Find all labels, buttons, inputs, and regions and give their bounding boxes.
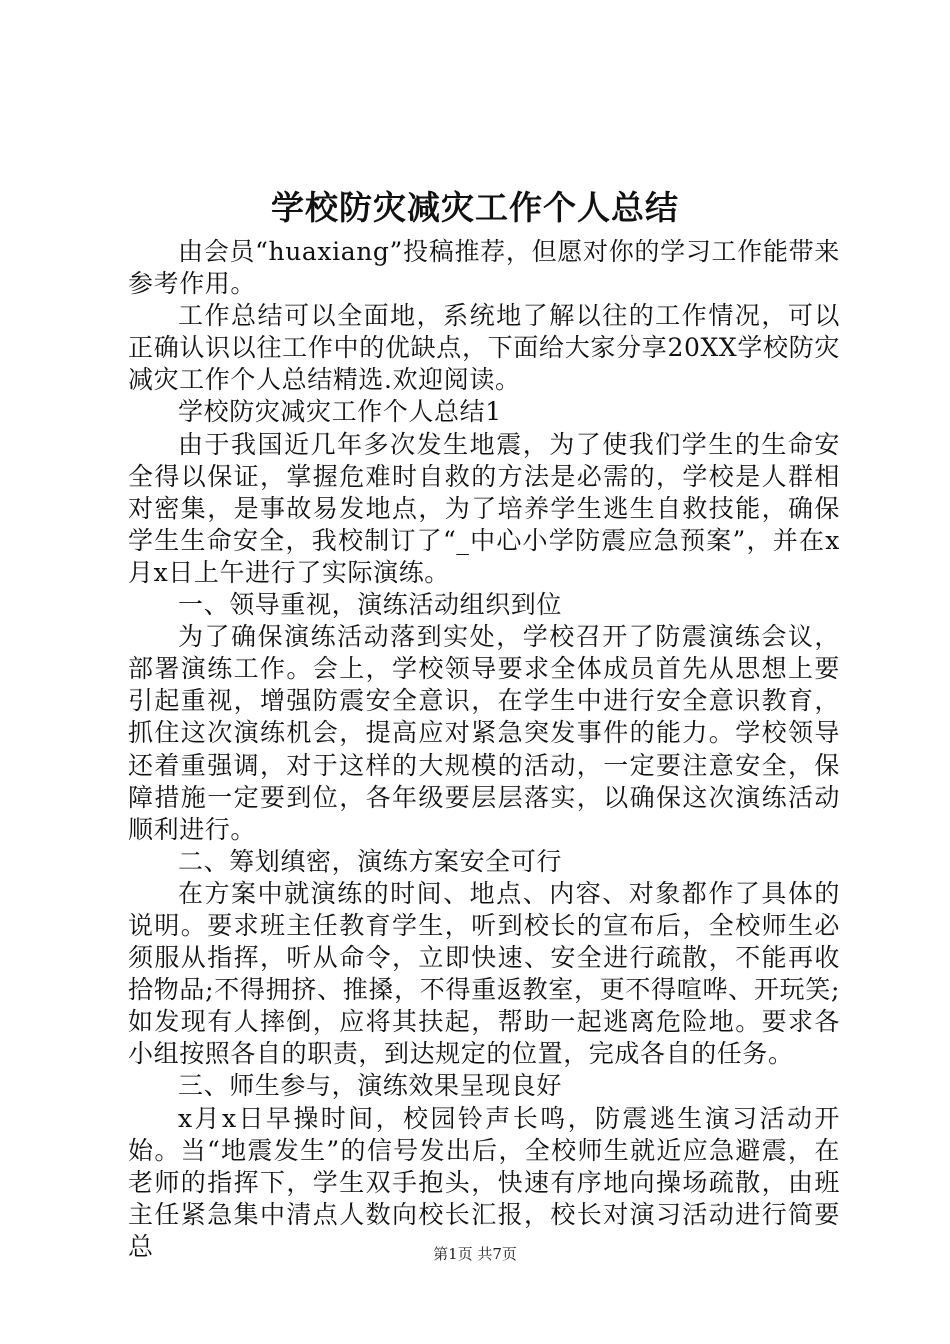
section-heading-planning: 二、筹划缜密，演练方案安全可行 (178, 846, 563, 876)
page-number-footer: 第1页 共7页 (433, 1245, 517, 1263)
paragraph-leadership: 为了确保演练活动落到实处，学校召开了防震演练会议，部署演练工作。会上，学校领导要求全体成员首先从思想上要引起重视，增强防震安全意识，在学生中进行安全意识教育，抓住这次演练机会，提高应对紧急突发事件的能力。学校领导还着重强调，对于这样的大规模的活动，一定要注意安全，保障措施一定要到位，各年级要层层落实，以确保这次演练活动顺利进行。 (128, 622, 840, 844)
paragraph-intro: 由会员“huaxiang”投稿推荐，但愿对你的学习工作能带来参考作用。 (128, 237, 840, 299)
paragraph-background: 由于我国近几年多次发生地震，为了使我们学生的生命安全得以保证，掌握危难时自救的方法是必需的，学校是人群相对密集，是事故易发地点，为了培养学生逃生自救技能，确保学生生命安全，我校制订了“_中心小学防震应急预案”，并在x月x日上午进行了实际演练。 (128, 429, 840, 587)
paragraph-overview: 工作总结可以全面地，系统地了解以往的工作情况，可以正确认识以往工作中的优缺点，下面给大家分享20XX学校防灾减灾工作个人总结精选.欢迎阅读。 (128, 301, 840, 395)
section-heading-leadership: 一、领导重视，演练活动组织到位 (178, 590, 563, 620)
document-title: 学校防灾减灾工作个人总结 (271, 188, 679, 227)
section-heading-summary-1: 学校防灾减灾工作个人总结1 (178, 397, 502, 427)
document-body (128, 236, 840, 1263)
paragraph-participation: x月x日早操时间，校园铃声长鸣，防震逃生演习活动开始。当“地震发生”的信号发出后，全校师生就近应急避震，在老师的指挥下，学生双手抱头，快速有序地向操场疏散，由班主任紧急集中清点人数向校长汇报，校长对演习活动进行简要总 (128, 1103, 840, 1261)
section-heading-participation: 三、师生参与，演练效果呈现良好 (178, 1071, 563, 1101)
paragraph-planning: 在方案中就演练的时间、地点、内容、对象都作了具体的说明。要求班主任教育学生，听到校长的宣布后，全校师生必须服从指挥，听从命令，立即快速、安全进行疏散，不能再收拾物品;不得拥挤、推搡，不得重返教室，更不得喧哗、开玩笑;如发现有人摔倒，应将其扶起，帮助一起逃离危险地。要求各小组按照各自的职责，到达规定的位置，完成各自的任务。 (128, 878, 840, 1069)
